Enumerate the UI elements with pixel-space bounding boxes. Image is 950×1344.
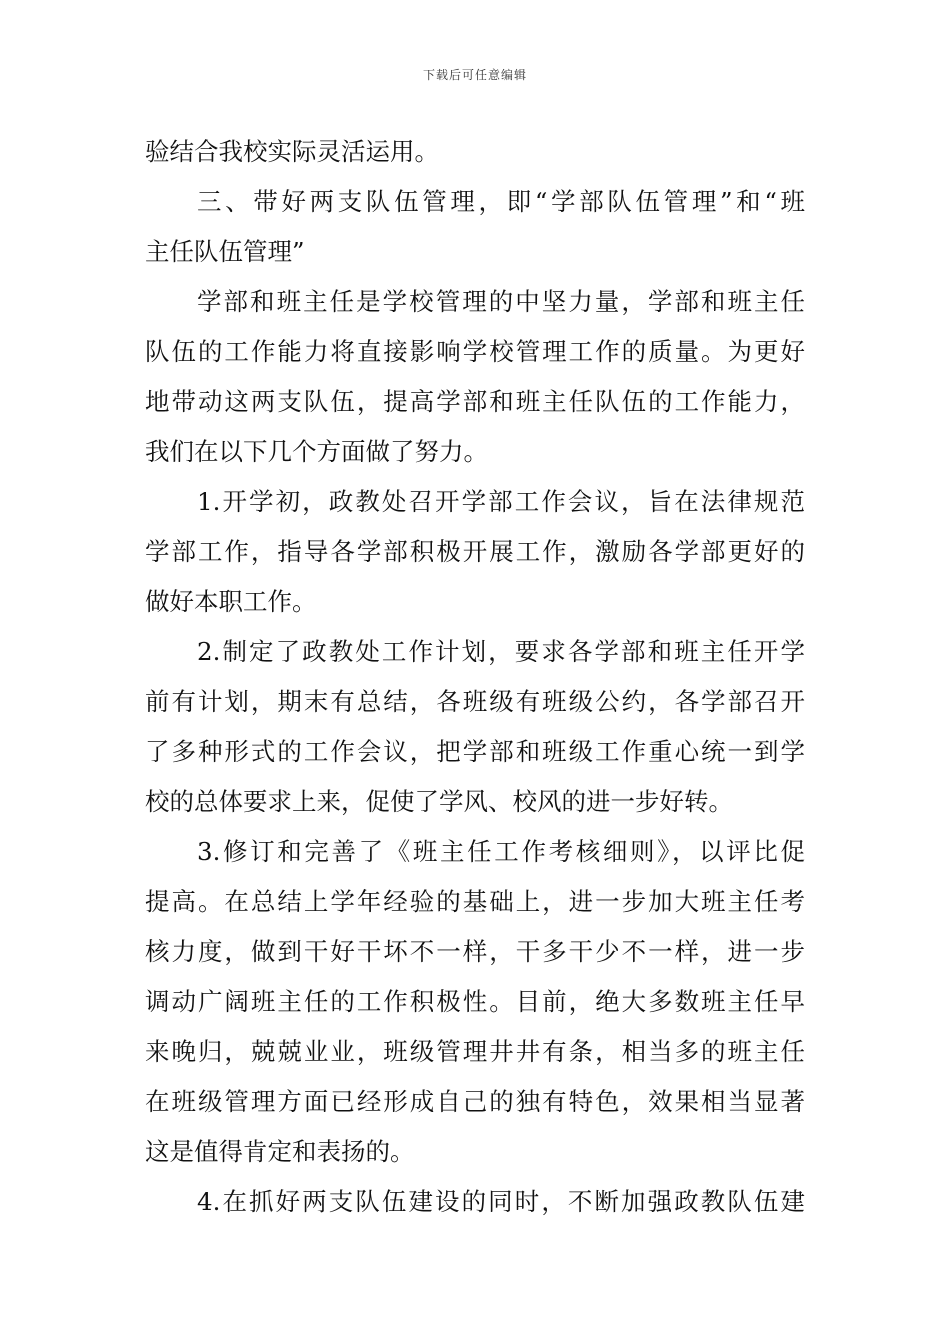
document-body <box>145 127 805 1227</box>
text-line: 2.制定了政教处工作计划，要求各学部和班主任开学 <box>197 637 805 666</box>
text-line: 4.在抓好两支队伍建设的同时，不断加强政教队伍建 <box>197 1187 805 1216</box>
text-line: 队伍的工作能力将直接影响学校管理工作的质量。为更好 <box>145 337 805 366</box>
text-line: 学部工作，指导各学部积极开展工作，激励各学部更好的 <box>145 537 805 566</box>
text-line: 了多种形式的工作会议，把学部和班级工作重心统一到学 <box>145 737 805 766</box>
text-line: 主任队伍管理” <box>145 237 305 266</box>
text-line: 学部和班主任是学校管理的中坚力量，学部和班主任 <box>197 287 805 316</box>
text-line: 这是值得肯定和表扬的。 <box>145 1137 415 1166</box>
text-line: 校的总体要求上来，促使了学风、校风的进一步好转。 <box>145 787 733 816</box>
text-line: 做好本职工作。 <box>145 587 317 616</box>
text-line: 地带动这两支队伍，提高学部和班主任队伍的工作能力， <box>145 387 805 416</box>
text-line: 前有计划，期末有总结，各班级有班级公约，各学部召开 <box>145 687 805 716</box>
text-line: 来晚归，兢兢业业，班级管理井井有条，相当多的班主任 <box>145 1037 805 1066</box>
text-line: 我们在以下几个方面做了努力。 <box>145 437 488 466</box>
text-line: 3.修订和完善了《班主任工作考核细则》，以评比促 <box>197 837 805 866</box>
text-line: 在班级管理方面已经形成自己的独有特色，效果相当显著 <box>145 1087 805 1116</box>
text-line: 调动广阔班主任的工作积极性。目前，绝大多数班主任早 <box>145 987 805 1016</box>
text-line: 核力度，做到干好干坏不一样，干多干少不一样，进一步 <box>145 937 805 966</box>
text-line: 三、带好两支队伍管理，即“学部队伍管理”和“班 <box>197 187 805 216</box>
text-line: 提高。在总结上学年经验的基础上，进一步加大班主任考 <box>145 887 805 916</box>
page-header-note: 下载后可任意编辑 <box>422 68 527 82</box>
text-line: 1.开学初，政教处召开学部工作会议，旨在法律规范 <box>197 487 805 516</box>
text-line: 验结合我校实际灵活运用。 <box>145 137 439 166</box>
